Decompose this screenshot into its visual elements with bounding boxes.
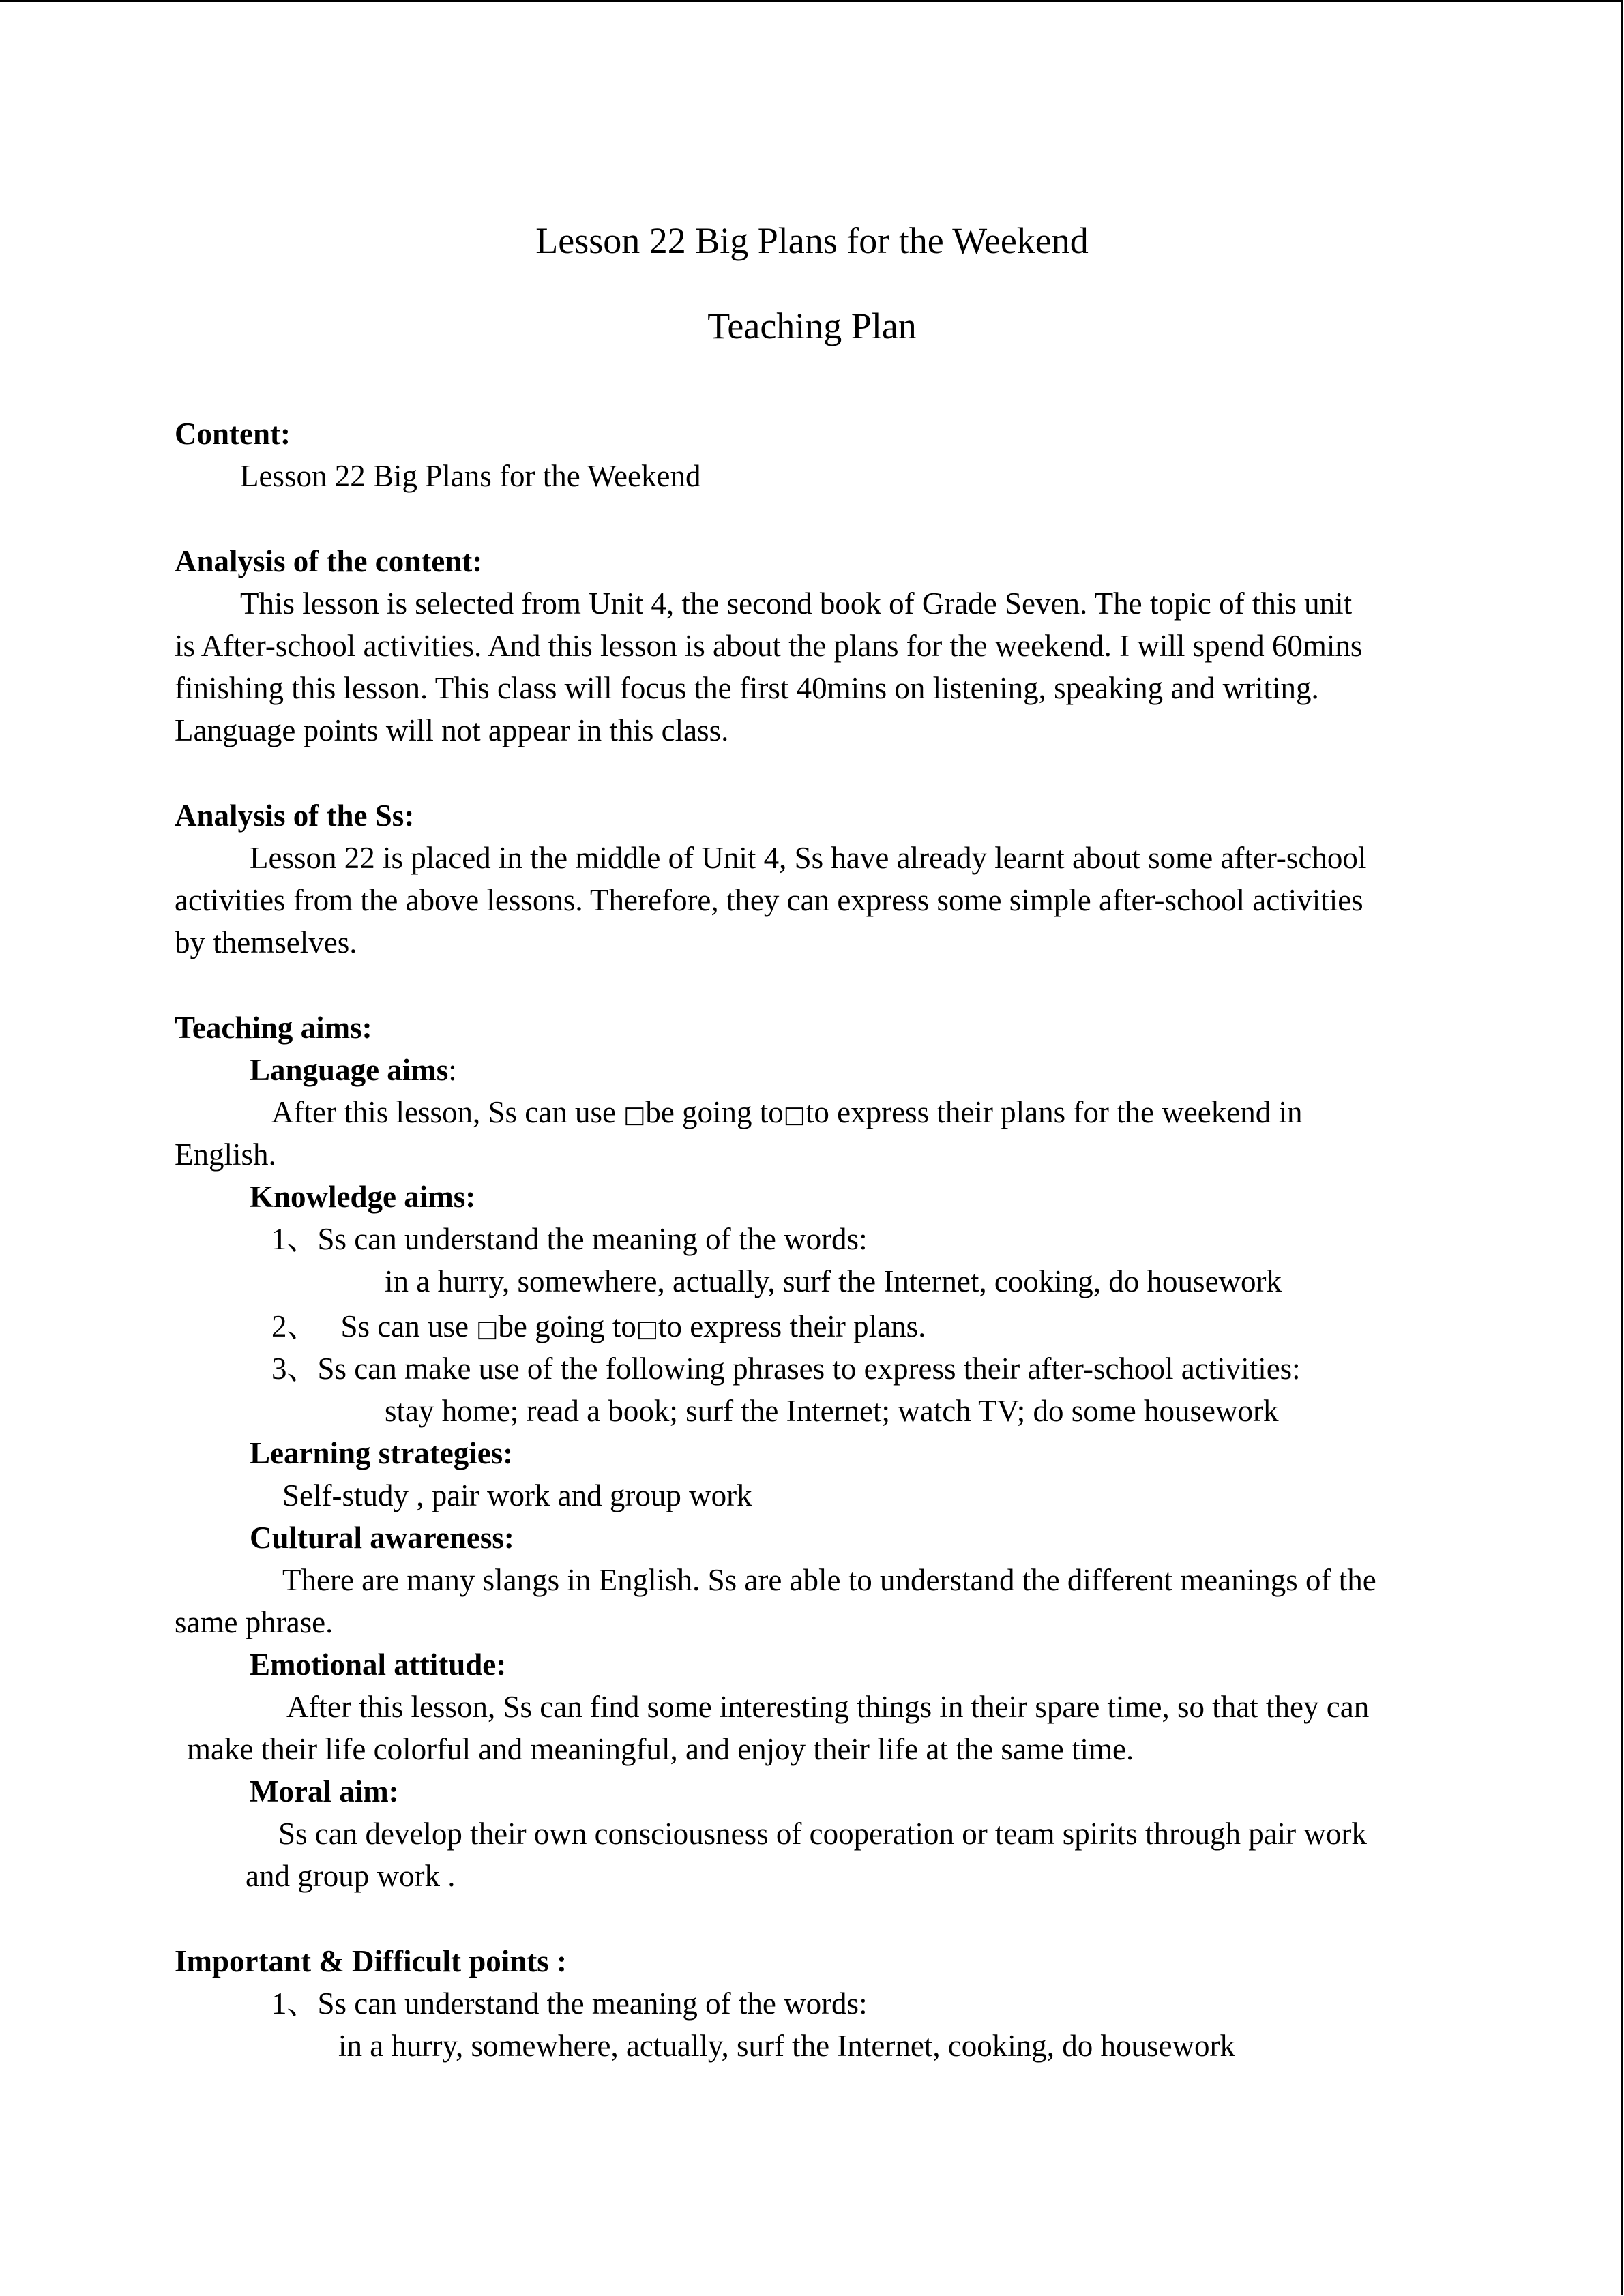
analysis-content-heading: Analysis of the content: — [175, 544, 483, 578]
language-aims-post: to express their plans for the weekend in — [805, 1095, 1303, 1129]
learning-strategies-heading: Learning strategies: — [250, 1436, 514, 1470]
analysis-content-line: finishing this lesson. This class will focus the first 40mins on listening, speaking and writing. — [175, 671, 1319, 705]
analysis-content-line: This lesson is selected from Unit 4, the second book of Grade Seven. The topic of this unit — [240, 586, 1353, 621]
analysis-ss-heading: Analysis of the Ss: — [175, 799, 415, 833]
knowledge-aims-heading: Knowledge aims: — [250, 1180, 476, 1214]
cultural-awareness-heading: Cultural awareness: — [250, 1521, 514, 1555]
analysis-ss-line: activities from the above lessons. Therefore, they can express some simple after-school activities — [175, 883, 1363, 917]
missing-glyph-icon: □ — [636, 1315, 658, 1343]
moral-aim-heading: Moral aim: — [250, 1774, 399, 1808]
missing-glyph-icon: □ — [783, 1101, 806, 1129]
important-point-1-words: in a hurry, somewhere, actually, surf the Internet, cooking, do housework — [338, 2029, 1236, 2063]
language-aims-colon: : — [448, 1053, 457, 1087]
emotional-attitude-line: make their life colorful and meaningful, and enjoy their life at the same time. — [187, 1732, 1134, 1766]
moral-aim-line: and group work . — [246, 1859, 456, 1893]
missing-glyph-icon: □ — [476, 1315, 499, 1343]
cultural-awareness-line: There are many slangs in English. Ss are able to understand the different meanings of the — [282, 1563, 1376, 1597]
analysis-content-line: Language points will not appear in this class. — [175, 713, 729, 747]
language-aims-heading — [250, 1051, 457, 1089]
analysis-ss-line: by themselves. — [175, 925, 357, 959]
knowledge-item-2-post: to express their plans. — [658, 1309, 926, 1343]
document-title: Lesson 22 Big Plans for the Weekend — [535, 220, 1089, 261]
learning-strategies-text: Self-study , pair work and group work — [282, 1478, 752, 1512]
language-aims-label: Language aims — [250, 1053, 449, 1087]
knowledge-item-3: 3、Ss can make use of the following phrases to express their after-school activities: — [271, 1352, 1301, 1386]
cultural-awareness-line: same phrase. — [175, 1605, 334, 1639]
language-aims-pre: After this lesson, Ss can use — [271, 1095, 624, 1129]
knowledge-item-3-phrases: stay home; read a book; surf the Internet; watch TV; do some housework — [385, 1394, 1279, 1428]
knowledge-item-1: 1、Ss can understand the meaning of the words: — [271, 1222, 868, 1256]
knowledge-item-2-pre: Ss can use — [340, 1309, 477, 1343]
emotional-attitude-heading: Emotional attitude: — [250, 1648, 507, 1682]
analysis-content-line: is After-school activities. And this lesson is about the plans for the weekend. I will spend 60mins — [175, 629, 1363, 663]
document-subtitle: Teaching Plan — [707, 305, 917, 346]
language-aims-phrase: be going to — [645, 1095, 784, 1129]
emotional-attitude-line: After this lesson, Ss can find some interesting things in their spare time, so that they can — [286, 1690, 1370, 1724]
moral-aim-line: Ss can develop their own consciousness of cooperation or team spirits through pair work — [278, 1817, 1367, 1851]
content-heading: Content: — [175, 417, 291, 451]
knowledge-item-2-phrase: be going to — [498, 1309, 636, 1343]
language-aims-line2: English. — [175, 1137, 276, 1172]
analysis-ss-line: Lesson 22 is placed in the middle of Unit 4, Ss have already learnt about some after-school — [250, 841, 1367, 875]
missing-glyph-icon: □ — [623, 1101, 646, 1129]
important-point-1: 1、Ss can understand the meaning of the words: — [271, 1986, 868, 2021]
teaching-aims-heading: Teaching aims: — [175, 1011, 372, 1045]
knowledge-item-1-words: in a hurry, somewhere, actually, surf the Internet, cooking, do housework — [385, 1264, 1282, 1298]
knowledge-item-2-number: 2、 — [271, 1309, 318, 1343]
important-points-heading: Important & Difficult points : — [175, 1944, 567, 1978]
language-aims-text — [271, 1093, 1302, 1134]
content-text: Lesson 22 Big Plans for the Weekend — [240, 459, 701, 493]
knowledge-item-2 — [271, 1307, 926, 1348]
